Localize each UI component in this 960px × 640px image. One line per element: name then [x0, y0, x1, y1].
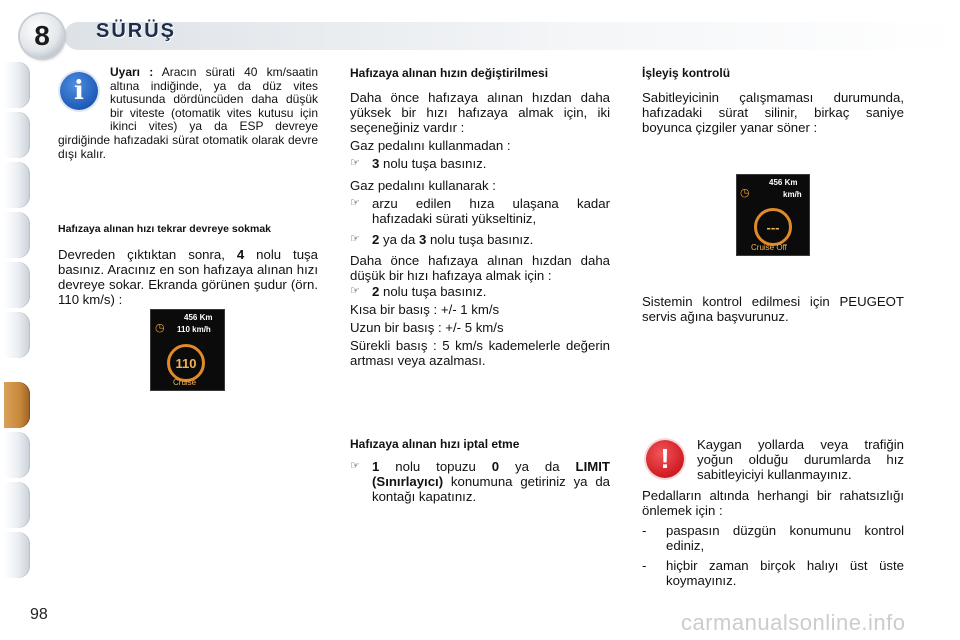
resume-key: 4 [236, 247, 245, 262]
change-with-pedal: Gaz pedalını kullanarak : [350, 178, 496, 193]
chapter-tab[interactable] [4, 212, 30, 258]
chapter-tab-active[interactable] [4, 382, 30, 428]
chapter-tab[interactable] [4, 532, 30, 578]
chapter-tab[interactable] [4, 162, 30, 208]
chapter-badge: 8 [20, 14, 64, 58]
service-note: Sistemin kontrol edilmesi için PEUGEOT servis ağına başvurunuz. [642, 294, 904, 324]
change-without-pedal: Gaz pedalını kullanmadan : [350, 138, 511, 153]
info-label: Uyarı : [110, 65, 154, 79]
dash-marker: - [642, 523, 647, 538]
page-number: 98 [30, 606, 48, 623]
check-heading: İşleyiş kontrolü [642, 66, 731, 80]
cancel-heading: Hafızaya alınan hızı iptal etme [350, 437, 520, 451]
resume-text: Devreden çıktıktan sonra, 4 nolu tuşa basınız. Aracınız en son hafızaya alınan hızı devreye sokar. Ekranda görünen şudur (örn. 110 km/s) : [58, 247, 318, 307]
resume-heading: Hafızaya alınan hızı tekrar devreye sokmak [58, 223, 272, 235]
change-bullet: ☞ 2 nolu tuşa basınız. [350, 284, 487, 299]
chapter-tab[interactable] [4, 312, 30, 358]
cruise-display-check [736, 174, 810, 256]
warning-dash-item: - hiçbir zaman birçok halıyı üst üste koymayınız. [642, 558, 904, 588]
resume-section [58, 222, 318, 307]
warning-pedals-section [642, 488, 904, 588]
speedometer-icon: ◷ [740, 187, 750, 199]
warning-dash-item: - paspasın düzgün konumunu kontrol ediniz, [642, 523, 904, 553]
long-press: Uzun bir basış : +/- 5 km/s [350, 320, 504, 335]
short-press: Kısa bir basış : +/- 1 km/s [350, 302, 500, 317]
chapter-tab[interactable] [4, 482, 30, 528]
chapter-tab[interactable] [4, 432, 30, 478]
info-icon: i [60, 72, 98, 110]
chapter-tab[interactable] [4, 62, 30, 108]
pointing-hand-icon: ☞ [350, 285, 360, 297]
change-bullet: ☞ arzu edilen hıza ulaşana kadar hafızadaki sürati yükseltiniz, [350, 196, 610, 226]
display-set-speed: km/h [783, 190, 802, 199]
pointing-hand-icon: ☞ [350, 460, 360, 472]
chapter-tab[interactable] [4, 112, 30, 158]
display-label: Cruise Off [751, 243, 787, 252]
pointing-hand-icon: ☞ [350, 233, 360, 245]
change-heading: Hafızaya alınan hızın değiştirilmesi [350, 66, 549, 80]
pointing-hand-icon: ☞ [350, 197, 360, 209]
check-section [642, 66, 904, 135]
chapter-tabs [0, 0, 40, 640]
warning-pedals: Pedalların altında herhangi bir rahatsızlığı önlemek için : [642, 488, 904, 518]
warning-icon: ! [646, 440, 684, 478]
header-band [64, 22, 960, 50]
continuous-press: Sürekli basış : 5 km/s kademelerle değerin artması veya azalması. [350, 338, 610, 368]
chapter-tab[interactable] [4, 262, 30, 308]
display-total-distance: 456 Km [184, 313, 213, 322]
change-bullet: ☞ 3 nolu tuşa basınız. [350, 156, 487, 171]
page-title: SÜRÜŞ [96, 20, 177, 42]
warning-text: Kaygan yollarda veya trafiğin yoğun olduğu durumlarda hız sabitleyiciyi kullanmayınız. [697, 437, 904, 482]
change-bullet: ☞ 2 ya da 3 nolu tuşa basınız. [350, 232, 534, 247]
speedometer-icon: ◷ [155, 322, 165, 334]
speed-gauge: --- [754, 208, 792, 246]
change-lower-intro: Daha önce hafızaya alınan hızdan daha düşük bir hızı hafızaya almak için : [350, 253, 610, 283]
cruise-display-resume [150, 309, 225, 391]
dash-marker: - [642, 558, 647, 573]
watermark: carmanualsonline.info [681, 610, 906, 635]
info-text: Aracın sürati 40 km/saatin altına indiğinde, ya da düz vites kutusunda dördüncüden daha düşük bir viteste (otomatik vites kutusu için ikinci vites) ya da ESP devreye girdiğinde hafızadaki sürat otomatik olarak devre dışı kalır. [58, 65, 319, 161]
display-set-speed: 110 km/h [177, 325, 211, 334]
change-intro: Daha önce hafızaya alınan hızdan daha yüksek bir hızı hafızaya almak için, iki seçeneğiniz vardır : [350, 90, 610, 135]
change-section [350, 66, 610, 368]
info-note [58, 66, 318, 161]
cancel-bullet: ☞ 1 nolu topuzu 0 ya da LIMIT (Sınırlayıcı) konumuna getiriniz ya da kontağı kapatınız. [350, 459, 610, 504]
check-text: Sabitleyicinin çalışmaması durumunda, hafızadaki sürat silinir, birkaç saniye boyunca çizgiler yanar söner : [642, 90, 904, 135]
display-total-distance: 456 Km [769, 178, 798, 187]
pointing-hand-icon: ☞ [350, 157, 360, 169]
cancel-section [350, 437, 610, 504]
speed-gauge: 110 [167, 344, 205, 382]
display-label: Cruise [173, 378, 197, 387]
